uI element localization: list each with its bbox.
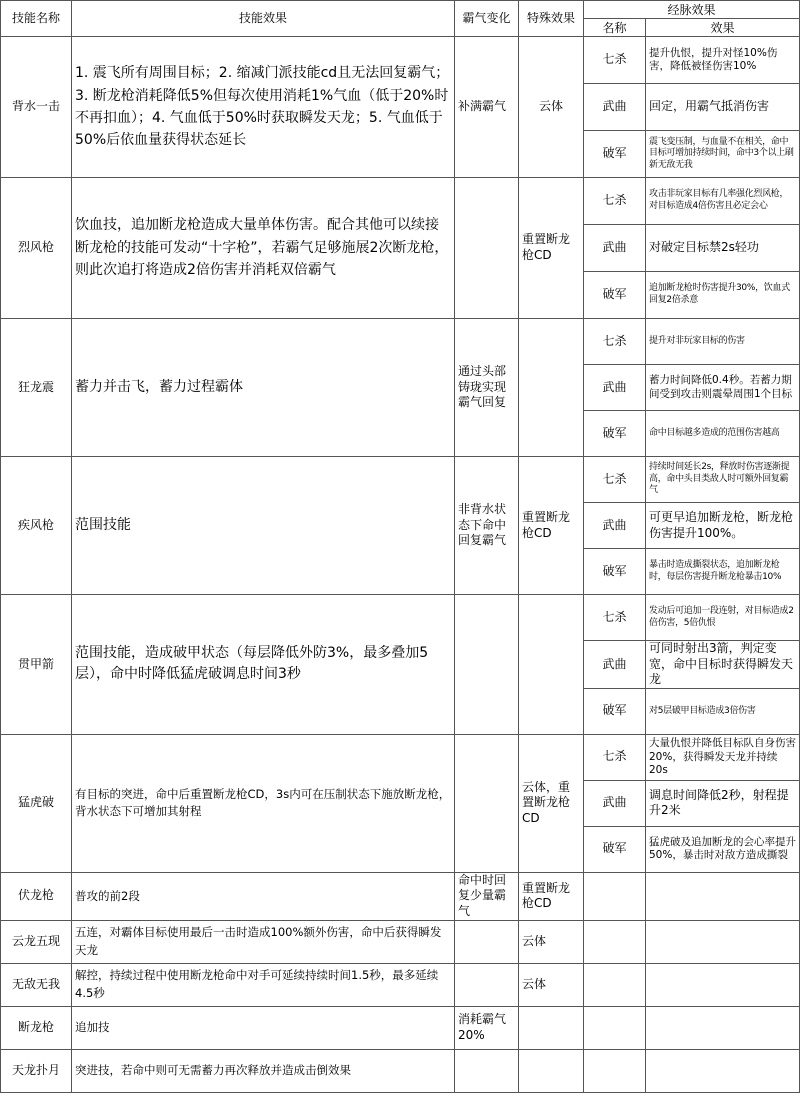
meridian-effect: 发动后可追加一段连射，对目标造成2倍伤害，5倍仇恨 [646,595,800,641]
special-effect: 云体 [519,37,584,178]
skill-name: 猛虎破 [1,734,72,872]
meridian-effect: 可更早追加断龙枪，断龙枪伤害提升100%。 [646,503,800,549]
skill-name: 断龙枪 [1,1006,72,1049]
skill-effect: 追加技 [72,1006,455,1049]
skill-effect: 蓄力并击飞，蓄力过程霸体 [72,319,455,457]
bawang-change: 消耗霸气20% [455,1006,519,1049]
table-row [1,37,800,84]
skill-name: 烈风枪 [1,178,72,319]
table-row [1,319,800,365]
bawang-change [455,1049,519,1092]
special-effect [519,595,584,735]
skill-name: 无敌无我 [1,963,72,1006]
header-meridian-effect: 经脉效果 [584,1,800,19]
bawang-change: 补满霸气 [455,37,519,178]
meridian-effect: 大量仇恨并降低目标队自身伤害20%，获得瞬发天龙并持续20s [646,734,800,780]
bawang-change: 通过头部铸珑实现霸气回复 [455,319,519,457]
meridian-effect: 提升仇恨，提升对怪10%伤害，降低被怪伤害10% [646,37,800,84]
meridian-name-empty [584,963,646,1006]
special-effect: 云体 [519,920,584,963]
header-skill-effect: 技能效果 [72,1,455,37]
meridian-name: 七杀 [584,595,646,641]
meridian-name: 武曲 [584,365,646,411]
meridian-effect: 持续时间延长2s，释放时伤害逐渐提高，命中头目类敌人时可额外回复霸气 [646,457,800,503]
meridian-name: 破军 [584,131,646,178]
skill-effect: 五连，对霸体目标使用最后一击时造成100%额外伤害，命中后获得瞬发天龙 [72,920,455,963]
meridian-effect: 可同时射出3箭，判定变宽，命中目标时获得瞬发天龙 [646,641,800,689]
special-effect: 重置断龙枪CD [519,872,584,920]
meridian-name: 武曲 [584,780,646,826]
bawang-change: 非背水状态下命中回复霸气 [455,457,519,595]
header-skill-name: 技能名称 [1,1,72,37]
meridian-effect: 回定，用霸气抵消伤害 [646,84,800,131]
meridian-name-empty [584,1006,646,1049]
special-effect: 云体 [519,963,584,1006]
meridian-effect: 蓄力时间降低0.4秒。若蓄力期间受到攻击则震晕周围1个目标 [646,365,800,411]
skill-effect: 突进技，若命中则可无需蓄力再次释放并造成击倒效果 [72,1049,455,1092]
table-row [1,872,800,920]
skill-name: 贯甲箭 [1,595,72,735]
bawang-change [455,734,519,872]
bawang-change [455,178,519,319]
meridian-name: 武曲 [584,84,646,131]
meridian-name: 七杀 [584,37,646,84]
meridian-effect-empty [646,963,800,1006]
skill-effect: 饮血技，追加断龙枪造成大量单体伤害。配合其他可以续接断龙枪的技能可发动“十字枪”，若霸气足够施展2次断龙枪，则此次追打将造成2倍伤害并消耗双倍霸气 [72,178,455,319]
meridian-effect-empty [646,920,800,963]
meridian-effect: 猛虎破及追加断龙的会心率提升50%，暴击时对敌方造成撕裂 [646,826,800,872]
meridian-name-empty [584,872,646,920]
meridian-name-empty [584,920,646,963]
special-effect: 重置断龙枪CD [519,457,584,595]
skill-name: 天龙扑月 [1,1049,72,1092]
meridian-effect: 震飞变压制，与血量不在相关，命中目标可增加持续时间，命中3个以上刷新无敌无我 [646,131,800,178]
meridian-name: 破军 [584,826,646,872]
skill-name: 伏龙枪 [1,872,72,920]
header-meridian-name: 名称 [584,19,646,37]
meridian-name: 武曲 [584,225,646,272]
meridian-effect: 攻击非玩家目标有几率强化烈风枪，对目标造成4倍伤害且必定会心 [646,178,800,225]
header-bawang-change: 霸气变化 [455,1,519,37]
meridian-effect: 命中目标越多造成的范围伤害越高 [646,411,800,457]
skill-effect: 普攻的前2段 [72,872,455,920]
meridian-effect: 暴击时造成撕裂状态，追加断龙枪时，每层伤害提升断龙枪暴击10% [646,549,800,595]
meridian-effect: 对破定目标禁2s轻功 [646,225,800,272]
meridian-name: 破军 [584,549,646,595]
meridian-name-empty [584,1049,646,1092]
skill-name: 疾风枪 [1,457,72,595]
skill-effect: 范围技能 [72,457,455,595]
meridian-effect-empty [646,872,800,920]
meridian-name: 破军 [584,411,646,457]
table-row [1,734,800,780]
skill-name: 背水一击 [1,37,72,178]
table-row [1,457,800,503]
skill-effect: 有目标的突进，命中后重置断龙枪CD，3s内可在压制状态下施放断龙枪，背水状态下可增加其射程 [72,734,455,872]
meridian-name: 武曲 [584,641,646,689]
skill-effect: 范围技能，造成破甲状态（每层降低外防3%，最多叠加5层），命中时降低猛虎破调息时间3秒 [72,595,455,735]
special-effect [519,1006,584,1049]
meridian-effect-empty [646,1006,800,1049]
bawang-change: 命中时回复少量霸气 [455,872,519,920]
special-effect [519,319,584,457]
special-effect: 重置断龙枪CD [519,178,584,319]
table-row [1,178,800,225]
meridian-effect: 对5层破甲目标造成3倍伤害 [646,688,800,734]
meridian-effect-empty [646,1049,800,1092]
meridian-name: 破军 [584,688,646,734]
header-meridian-effect-sub: 效果 [646,19,800,37]
table-row [1,595,800,641]
bawang-change [455,920,519,963]
meridian-effect: 追加断龙枪时伤害提升30%，饮血式回复2倍杀意 [646,272,800,319]
skill-effect: 1. 震飞所有周围目标；2. 缩减门派技能cd且无法回复霸气；3. 断龙枪消耗降低5%但每次使用消耗1%气血（低于20%时不再扣血）；4. 气血低于50%时获取瞬发天龙；5. 气血低于50%后依血量获得状态延长 [72,37,455,178]
table-row [1,1006,800,1049]
header-row [1,1,800,19]
bawang-change [455,595,519,735]
meridian-name: 武曲 [584,503,646,549]
meridian-name: 七杀 [584,178,646,225]
special-effect [519,1049,584,1092]
meridian-name: 七杀 [584,319,646,365]
header-special-effect: 特殊效果 [519,1,584,37]
bawang-change [455,963,519,1006]
meridian-effect: 提升对非玩家目标的伤害 [646,319,800,365]
special-effect: 云体，重置断龙枪CD [519,734,584,872]
table-row [1,920,800,963]
meridian-name: 七杀 [584,734,646,780]
table-row [1,1049,800,1092]
meridian-name: 破军 [584,272,646,319]
meridian-effect: 调息时间降低2秒，射程提升2米 [646,780,800,826]
skill-name: 云龙五现 [1,920,72,963]
skill-name: 狂龙震 [1,319,72,457]
skill-effect: 解控，持续过程中使用断龙枪命中对手可延续持续时间1.5秒，最多延续4.5秒 [72,963,455,1006]
meridian-name: 七杀 [584,457,646,503]
table-row [1,963,800,1006]
